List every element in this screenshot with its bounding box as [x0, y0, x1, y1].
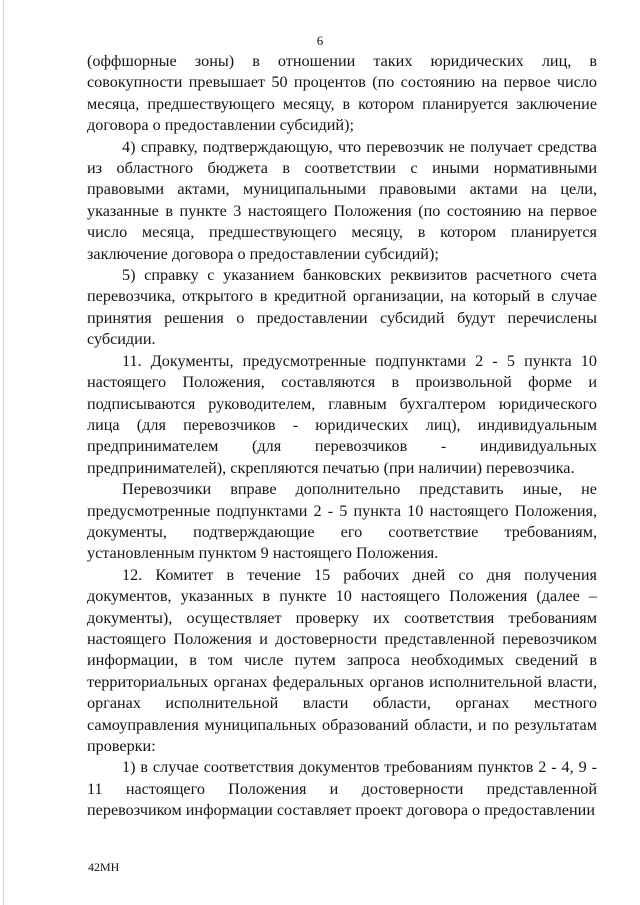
paragraph-clause-12-item-1: 1) в случае соответствия документов требованиям пунктов 2 - 4, 9 - 11 настоящего Положения и достоверности представленной перевозчиком информации составляет проект договора о предоставлении: [87, 758, 597, 820]
paragraph-carriers-optional-docs: Перевозчики вправе дополнительно представить иные, не предусмотренные подпунктами 2 - 5 пункта 10 настоящего Положения, документы, подтверждающие его соответствие требованиям, установленным пунктом 9 настоящего Положения.: [87, 480, 597, 563]
paragraph-clause-11: 11. Документы, предусмотренные подпунктами 2 - 5 пункта 10 настоящего Положения, составляются в произвольной форме и подписываются руководителем, главным бухгалтером юридического лица (для перевозчиков - юридических лиц), индивидуальным предпринимателем (для перевозчиков - индивидуальных предпринимателей), скрепляются печатью (при наличии) перевозчика.: [87, 351, 597, 477]
paragraph-clause-12: 12. Комитет в течение 15 рабочих дней со дня получения документов, указанных в пункте 10 настоящего Положения (далее – документы), осуществляет проверку их соответствия требованиям настоящего Положения и достоверности представленной перевозчиком информации, в том числе путем запроса необходимых сведений в территориальных органах федеральных органов исполнительной власти, органах исполнительной власти области, органах местного самоуправления муниципальных образований области, и по результатам проверки:: [87, 565, 597, 755]
paragraph-item-4: 4) справку, подтверждающую, что перевозчик не получает средства из областного бюджета в соответствии с иными нормативными правовыми актами, муниципальными правовыми актами на цели, указанные в пункте 3 настоящего Положения (по состоянию на первое число месяца, предшествующего месяцу, в котором планируется заключение договора о предоставлении субсидий);: [87, 137, 597, 263]
scan-edge: [3, 0, 4, 905]
paragraph-item-5: 5) справку с указанием банковских реквизитов расчетного счета перевозчика, открытого в кредитной организации, на который в случае принятия решения о предоставлении субсидий будут перечислены субсидии.: [87, 266, 597, 349]
paragraph-continuation: (оффшорные зоны) в отношении таких юридических лиц, в совокупности превышает 50 процентов (по состоянию на первое число месяца, предшествующего месяцу, в котором планируется заключение договора о предоставлении субсидий);: [87, 52, 597, 135]
document-body: [87, 51, 597, 822]
document-code: 42МН: [88, 860, 120, 874]
page-number: 6: [316, 33, 324, 48]
